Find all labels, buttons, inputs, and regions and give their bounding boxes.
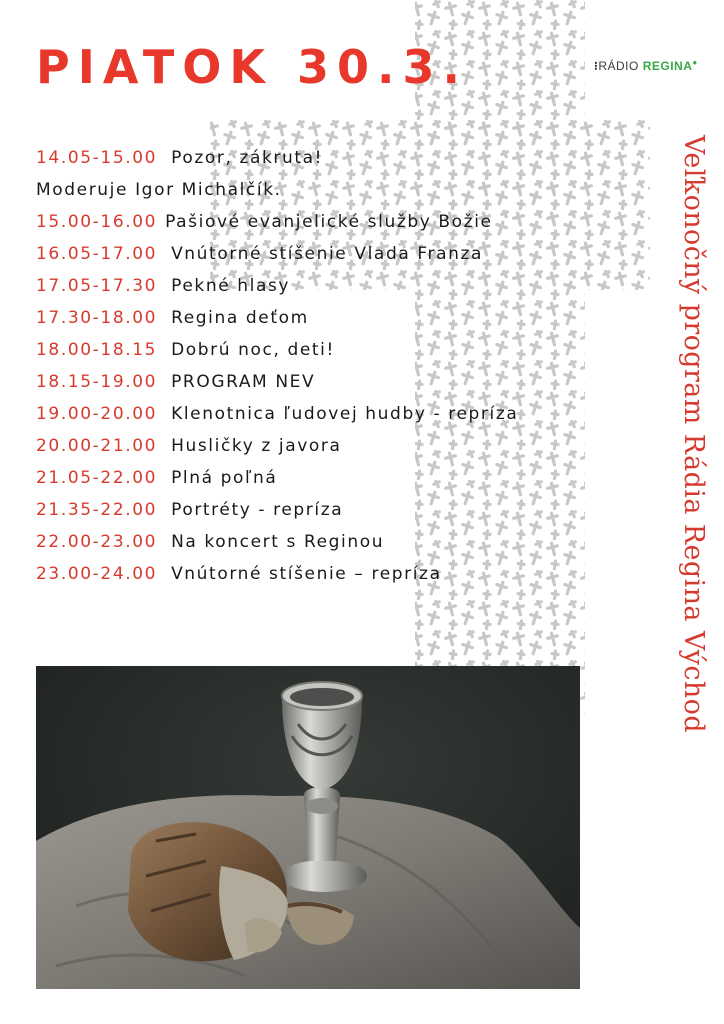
schedule-title: Husličky z javora	[171, 436, 342, 456]
schedule-title: Plná poľná	[171, 468, 278, 488]
schedule-row	[36, 369, 518, 401]
schedule-time: 22.00-23.00	[36, 532, 158, 552]
schedule-title: Regina deťom	[171, 308, 309, 328]
schedule-row	[36, 145, 518, 177]
schedule-row	[36, 337, 518, 369]
side-vertical-title: Veľkonočný program Rádia Regina Východ	[678, 135, 709, 734]
schedule-time: 19.00-20.00	[36, 404, 158, 424]
schedule-row	[36, 401, 518, 433]
schedule-row	[36, 465, 518, 497]
schedule-time: 15.00-16.00	[36, 212, 158, 232]
schedule-title: Moderuje Igor Michalčík.	[36, 180, 282, 200]
schedule-time: 16.05-17.00	[36, 244, 158, 264]
schedule-row	[36, 241, 518, 273]
schedule-title: Klenotnica ľudovej hudby - repríza	[171, 404, 519, 424]
schedule-title: Vnútorné stíšenie Vlada Franza	[171, 244, 484, 264]
page-title: PIATOK 30.3.	[36, 40, 468, 94]
schedule-row	[36, 273, 518, 305]
schedule-time: 17.05-17.30	[36, 276, 158, 296]
schedule-title: Na koncert s Reginou	[171, 532, 385, 552]
schedule-title: Pašiové evanjelické služby Božie	[165, 212, 493, 232]
schedule-time: 21.05-22.00	[36, 468, 158, 488]
schedule-title: Vnútorné stíšenie – repríza	[171, 564, 442, 584]
schedule-title: Portréty - repríza	[171, 500, 344, 520]
logo-brand: REGINA	[642, 59, 693, 73]
schedule-time: 23.00-24.00	[36, 564, 158, 584]
logo-prefix: RÁDIO	[598, 59, 639, 73]
schedule-row	[36, 209, 518, 241]
radio-regina-logo	[594, 58, 698, 73]
schedule-title: PROGRAM NEV	[171, 372, 316, 392]
logo-mark-icon: ⁝	[594, 59, 599, 73]
schedule-time: 14.05-15.00	[36, 148, 158, 168]
program-schedule	[36, 145, 518, 593]
schedule-time: 18.15-19.00	[36, 372, 158, 392]
logo-registered-icon: ●	[692, 58, 698, 67]
schedule-time: 21.35-22.00	[36, 500, 158, 520]
schedule-title: Pozor, zákruta!	[171, 148, 324, 168]
schedule-row	[36, 305, 518, 337]
schedule-time: 20.00-21.00	[36, 436, 158, 456]
schedule-row	[36, 433, 518, 465]
schedule-time: 17.30-18.00	[36, 308, 158, 328]
chalice-and-bread-photo	[36, 666, 580, 989]
schedule-title: Pekné hlasy	[171, 276, 291, 296]
schedule-row	[36, 529, 518, 561]
schedule-row	[36, 177, 518, 209]
schedule-row	[36, 561, 518, 593]
schedule-time: 18.00-18.15	[36, 340, 158, 360]
schedule-title: Dobrú noc, deti!	[171, 340, 335, 360]
schedule-row	[36, 497, 518, 529]
